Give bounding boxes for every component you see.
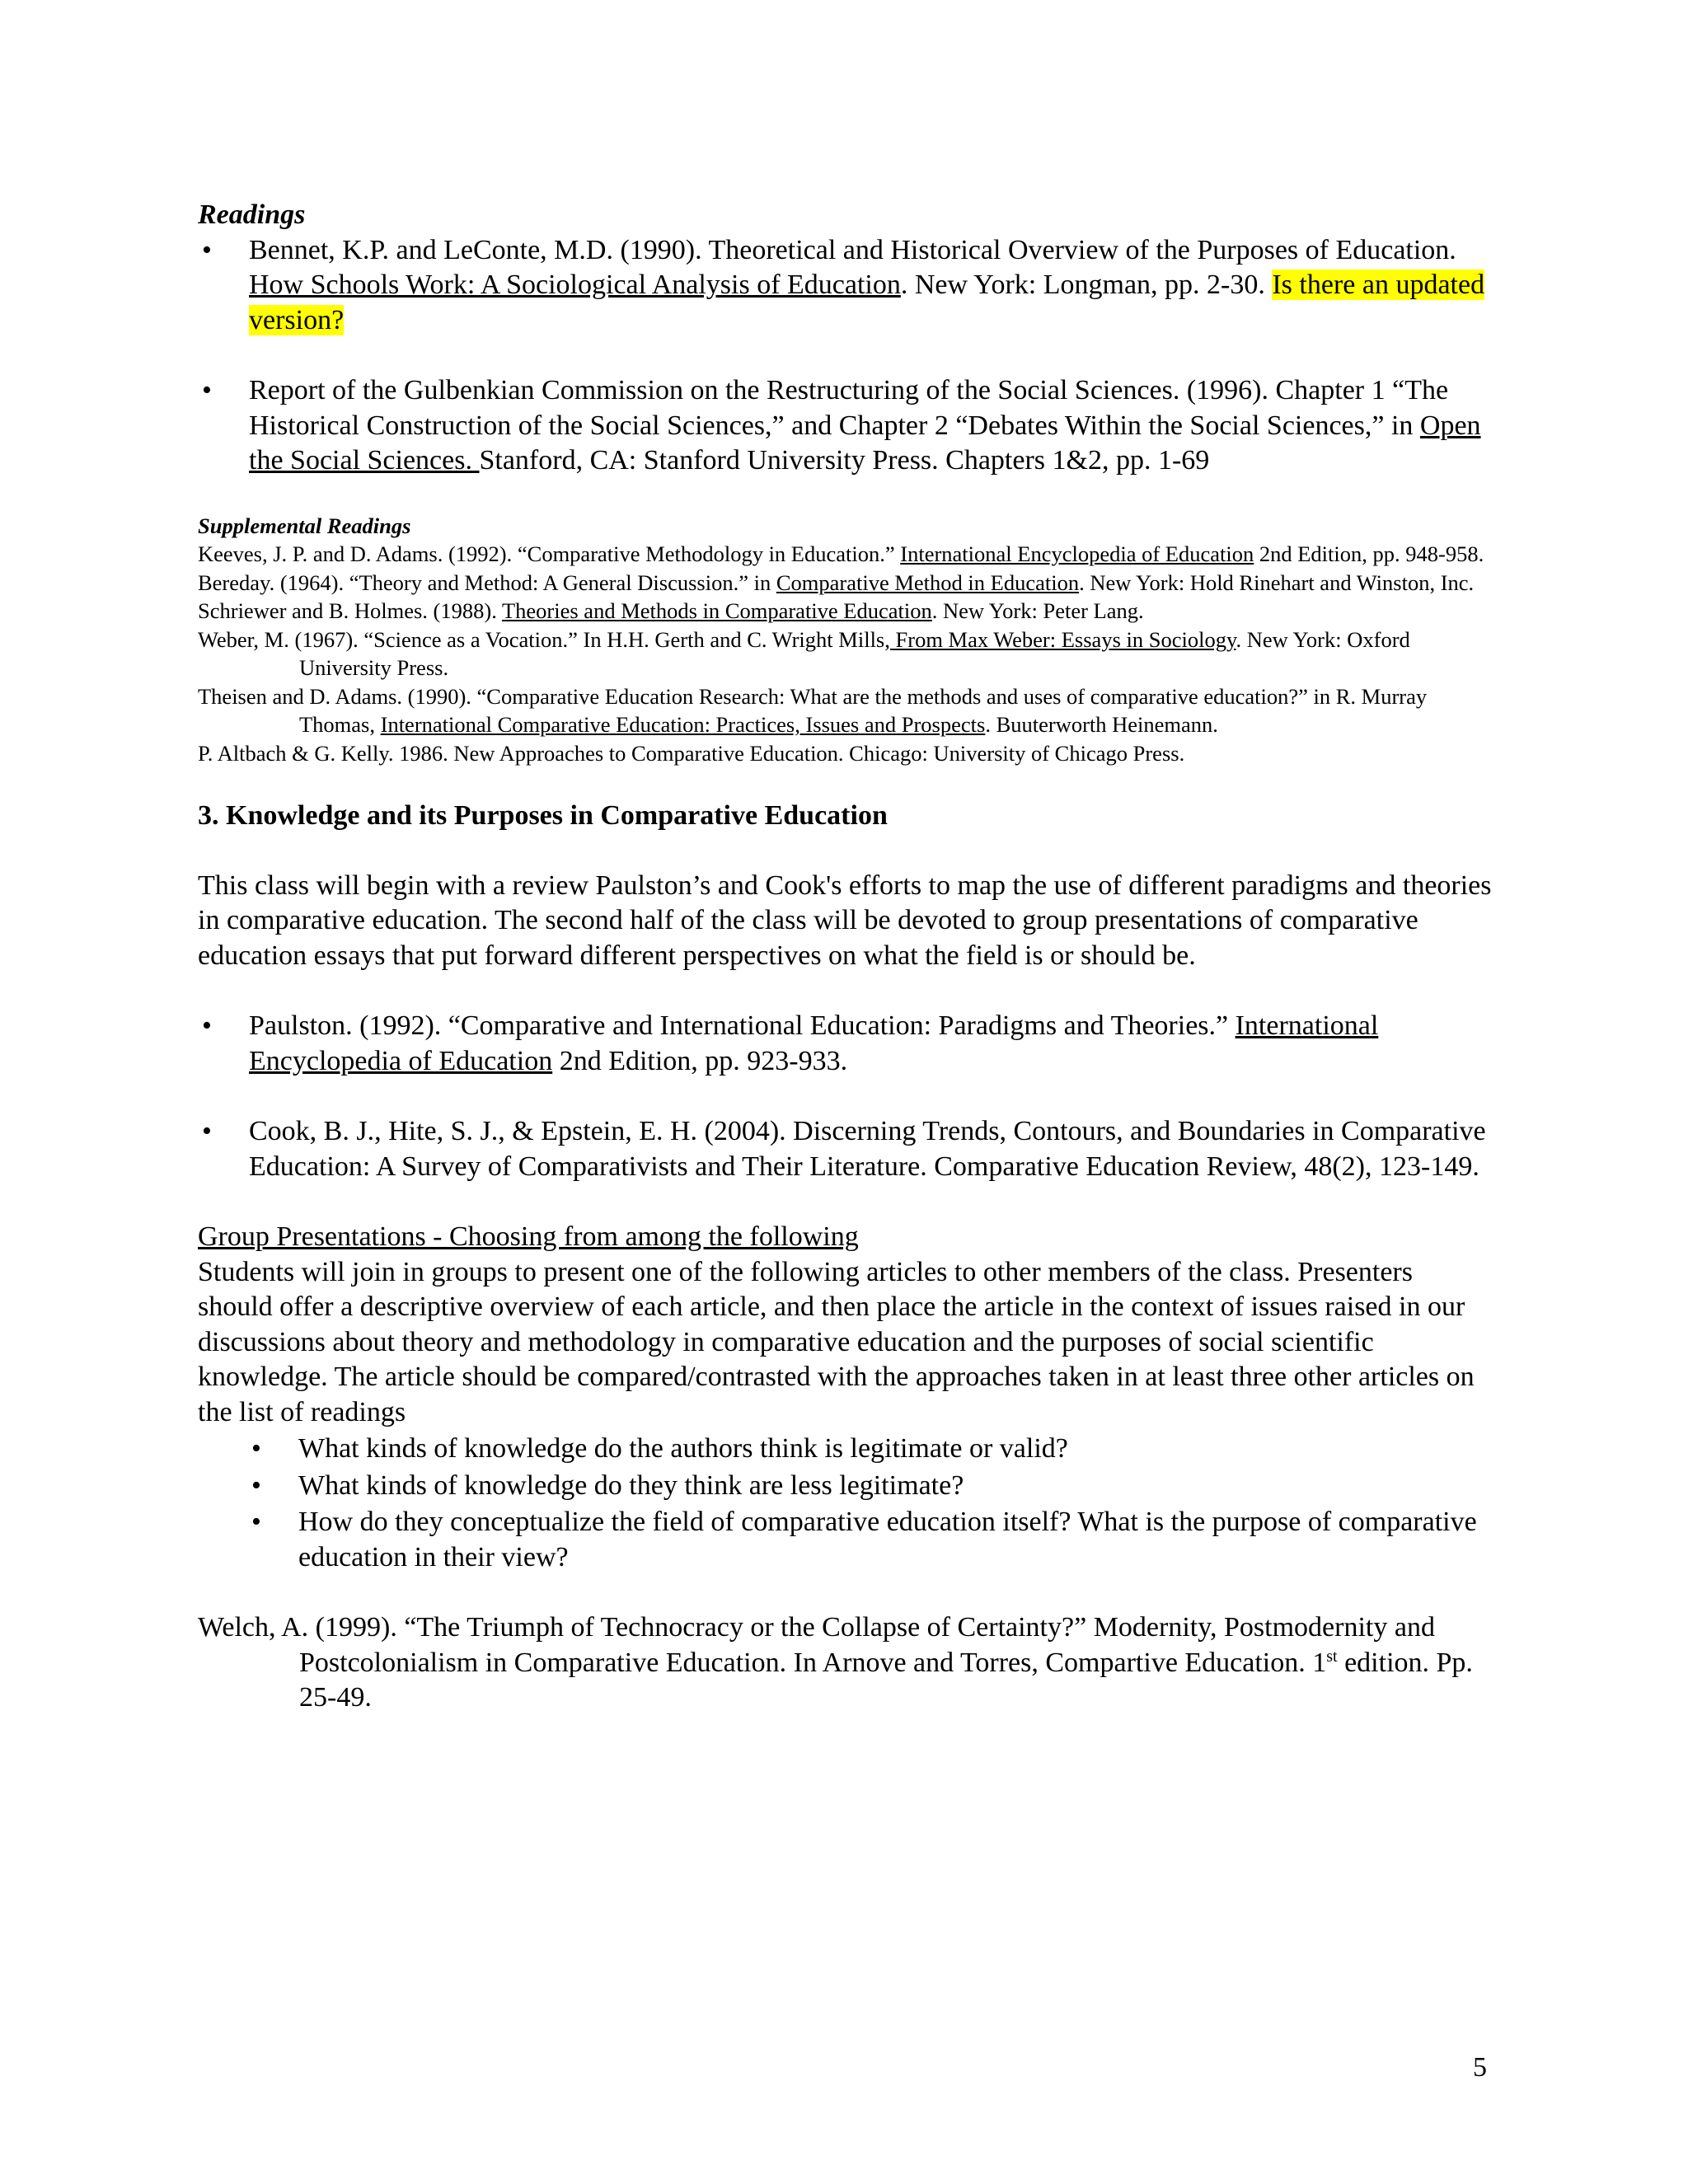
page-number: 5 [1473, 2052, 1487, 2083]
supplemental-heading: Supplemental Readings [198, 513, 411, 538]
bullet-icon: • [202, 234, 212, 265]
book-title: How Schools Work: A Sociological Analysis of Education [249, 269, 901, 300]
question-item: • What kinds of knowledge do the authors think is legitimate or valid? [198, 1432, 1492, 1467]
reading-item: • Report of the Gulbenkian Commission on the Restructuring of the Social Sciences. (1996). Chapter 1 “The Historical Construction of the Social Sciences,” and Chapter 2 “Debates Within the Social Sciences,” in Open the Social Sciences. Stanford, CA: Stanford University Press. Chapters 1&2, pp. 1-69 [198, 373, 1492, 479]
supplemental-entry: Keeves, J. P. and D. Adams. (1992). “Comparative Methodology in Education.” International Encyclopedia of Education 2nd Edition, pp. 948-958. [198, 541, 1484, 566]
question-item: • How do they conceptualize the field of comparative education itself? What is the purpose of comparative education in their view? [198, 1505, 1492, 1575]
question-item: • What kinds of knowledge do they think are less legitimate? [198, 1469, 1492, 1504]
reading-item: • Paulston. (1992). “Comparative and International Education: Paradigms and Theories.” International Encyclopedia of Education 2nd Edition, pp. 923-933. [198, 1009, 1492, 1079]
section-3-intro: This class will begin with a review Paulston’s and Cook's efforts to map the use of different paradigms and theories in comparative education. The second half of the class will be devoted to group presentations of comparative education essays that put forward different perspectives on what the field is or should be. [198, 869, 1492, 971]
bullet-icon: • [202, 1116, 212, 1146]
readings-heading: Readings [198, 199, 306, 230]
bullet-icon: • [202, 1010, 212, 1041]
bullet-icon: • [202, 375, 212, 405]
highlighted-note: Is there an updated version? [249, 269, 1485, 335]
supplemental-entry: P. Altbach & G. Kelly. 1986. New Approaches to Comparative Education. Chicago: University of Chicago Press. [198, 740, 1185, 766]
bullet-icon: • [251, 1433, 261, 1464]
section-3-heading: 3. Knowledge and its Purposes in Comparative Education [198, 800, 888, 831]
group-presentations-body: Students will join in groups to present one of the following articles to other members of the class. Presenters should offer a descriptive overview of each article, and then place the article in the context of issues raised in our discussions about theory and methodology in comparative education and the purposes of social scientific knowledge. The article should be compared/contrasted with the approaches taken in at least three other articles on the list of readings [198, 1256, 1475, 1427]
supplemental-entry: Theisen and D. Adams. (1990). “Comparative Education Research: What are the methods and uses of comparative education?” in R. Murray Thomas, International Comparative Education: Practices, Issues and Prospects. Buuterworth Heinemann. [198, 683, 1428, 737]
group-presentations-heading: Group Presentations - Choosing from among the following [198, 1221, 859, 1252]
book-title: Open the Social Sciences. [249, 410, 1481, 476]
welch-reference: Welch, A. (1999). “The Triumph of Technocracy or the Collapse of Certainty?” Modernity, Postmodernity and Postcolonialism in Comparative Education. In Arnove and Torres, Compartive Education. 1st edition. Pp. 25-49. [198, 1612, 1473, 1713]
document-page [198, 198, 1492, 1716]
reading-item: • Bennet, K.P. and LeConte, M.D. (1990). Theoretical and Historical Overview of the Purposes of Education. How Schools Work: A Sociological Analysis of Education. New York: Longman, pp. 2-30. Is there an updated version? [198, 233, 1492, 339]
supplemental-entry: Schriewer and B. Holmes. (1988). Theories and Methods in Comparative Education. New York: Peter Lang. [198, 598, 1144, 623]
bullet-icon: • [251, 1469, 261, 1501]
supplemental-entry: Weber, M. (1967). “Science as a Vocation.” In H.H. Gerth and C. Wright Mills, From Max Weber: Essays in Sociology. New York: Oxford University Press. [198, 626, 1410, 680]
reading-item: • Cook, B. J., Hite, S. J., & Epstein, E. H. (2004). Discerning Trends, Contours, and Boundaries in Comparative Education: A Survey of Comparativists and Their Literature. Comparative Education Review, 48(2), 123-149. [198, 1114, 1492, 1184]
supplemental-entry: Bereday. (1964). “Theory and Method: A General Discussion.” in Comparative Method in Education. New York: Hold Rinehart and Winston, Inc. [198, 569, 1475, 595]
bullet-icon: • [251, 1507, 261, 1537]
book-title: International Encyclopedia of Education [249, 1010, 1379, 1076]
